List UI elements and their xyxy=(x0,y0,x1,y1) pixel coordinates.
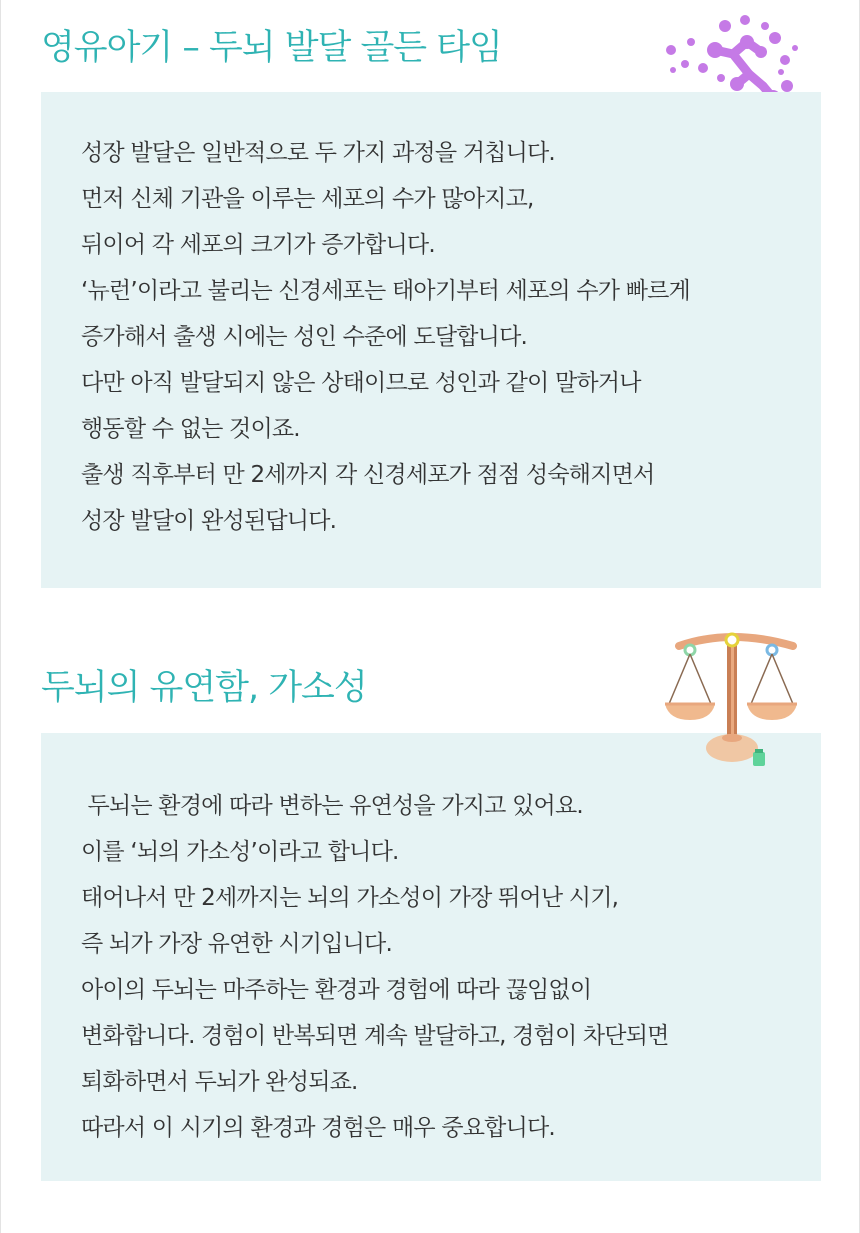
body-text-line: 출생 직후부터 만 2세까지 각 신경세포가 점점 성숙해지면서 xyxy=(81,462,655,488)
plasticity-text-box xyxy=(41,733,821,1181)
body-text-line: 즉 뇌가 가장 유연한 시기입니다. xyxy=(81,931,392,957)
body-text-line: 증가해서 출생 시에는 성인 수준에 도달합니다. xyxy=(81,324,528,350)
section-title-plasticity: 두뇌의 유연함, 가소성 xyxy=(41,668,367,708)
body-text-line: 태어나서 만 2세까지는 뇌의 가소성이 가장 뛰어난 시기, xyxy=(81,885,619,911)
body-text-line: 성장 발달은 일반적으로 두 가지 과정을 거칩니다. xyxy=(81,140,555,166)
golden-time-text-box xyxy=(41,92,821,588)
body-text-line: 두뇌는 환경에 따라 변하는 유연성을 가지고 있어요. xyxy=(81,793,583,819)
body-text-line: ‘뉴런’이라고 불리는 신경세포는 태아기부터 세포의 수가 빠르게 xyxy=(81,278,690,304)
body-text-line: 먼저 신체 기관을 이루는 세포의 수가 많아지고, xyxy=(81,186,534,212)
body-text-line: 행동할 수 없는 것이죠. xyxy=(81,416,300,442)
body-text-line: 변화합니다. 경험이 반복되면 계속 발달하고, 경험이 차단되면 xyxy=(81,1023,669,1049)
balance-scale-icon xyxy=(661,628,811,777)
body-text-line: 아이의 두뇌는 마주하는 환경과 경험에 따라 끊임없이 xyxy=(81,977,592,1003)
body-text-line: 뒤이어 각 세포의 크기가 증가합니다. xyxy=(81,232,435,258)
body-text-line: 퇴화하면서 두뇌가 완성되죠. xyxy=(81,1069,358,1095)
body-text-line: 다만 아직 발달되지 않은 상태이므로 성인과 같이 말하거나 xyxy=(81,370,641,396)
body-text-line: 이를 ‘뇌의 가소성’이라고 합니다. xyxy=(81,839,399,865)
body-text-line: 성장 발달이 완성된답니다. xyxy=(81,508,337,534)
section-title-golden-time: 영유아기 – 두뇌 발달 골든 타임 xyxy=(41,28,502,68)
body-text-line: 따라서 이 시기의 환경과 경험은 매우 중요합니다. xyxy=(81,1115,555,1141)
